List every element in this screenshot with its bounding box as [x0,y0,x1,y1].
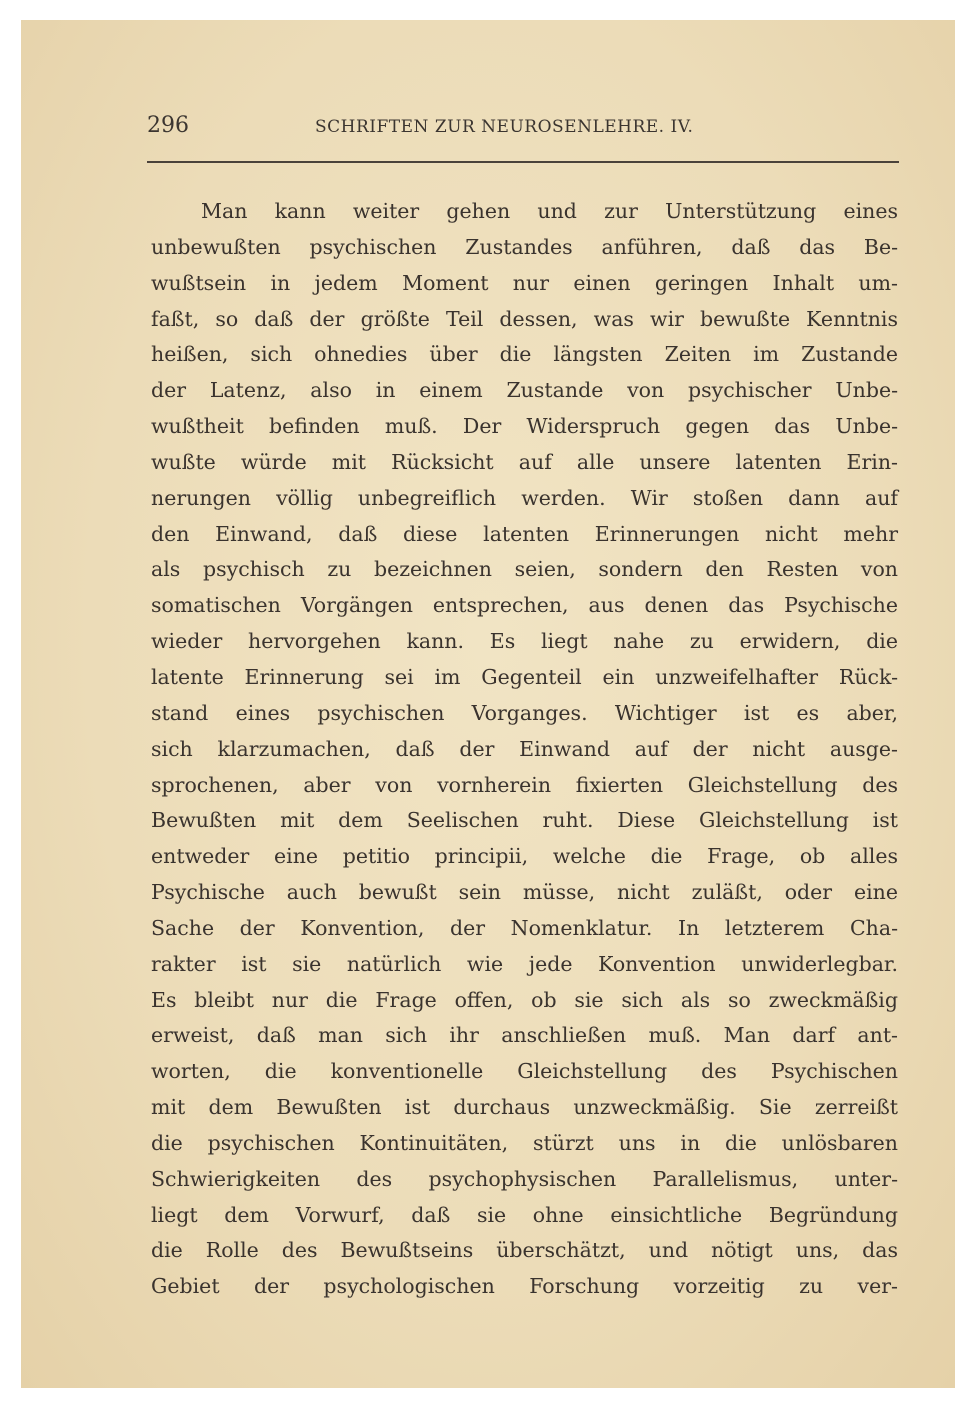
page-header [147,113,899,143]
text-line: Man kann weiter gehen und zur Unterstützung eines [201,199,898,223]
text-line: als psychisch zu bezeichnen seien, sondern den Resten von [151,557,898,582]
text-line: Psychische auch bewußt sein müsse, nicht zuläßt, oder eine [151,880,898,905]
text-line: rakter ist sie natürlich wie jede Konvention unwiderlegbar. [151,951,898,976]
text-line: Es bleibt nur die Frage offen, ob sie sich als so zweckmäßig [151,987,898,1012]
text-line: erweist, daß man sich ihr anschließen muß. Man darf ant- [151,1023,898,1048]
text-line: worten, die konventionelle Gleichstellung des Psychischen [151,1059,898,1084]
text-line: latente Erinnerung sei im Gegenteil ein unzweifelhafter Rück- [151,664,898,689]
text-line: wieder hervorgehen kann. Es liegt nahe zu erwidern, die [151,629,898,654]
text-line: nerungen völlig unbegreiflich werden. Wir stoßen dann auf [151,485,898,510]
text-line: der Latenz, also in einem Zustande von psychischer Unbe- [151,378,898,403]
text-line: Schwierigkeiten des psychophysischen Parallelismus, unter- [151,1166,898,1191]
text-line: entweder eine petitio principii, welche die Frage, ob alles [151,844,898,869]
text-line: heißen, sich ohnedies über die längsten Zeiten im Zustande [151,342,898,367]
book-page [21,20,955,1388]
text-line: unbewußten psychischen Zustandes anführen, daß das Be- [151,234,898,259]
text-line: stand eines psychischen Vorganges. Wichtiger ist es aber, [151,700,898,725]
text-line: die Rolle des Bewußtseins überschätzt, und nötigt uns, das [151,1238,898,1263]
text-line: sich klarzumachen, daß der Einwand auf der nicht ausge- [151,736,898,761]
text-line: wußtheit befinden muß. Der Widerspruch gegen das Unbe- [151,414,898,439]
running-title: SCHRIFTEN ZUR NEUROSENLEHRE. IV. [315,117,694,137]
header-rule [147,161,899,163]
text-line: Gebiet der psychologischen Forschung vorzeitig zu ver- [151,1274,898,1299]
body-text [151,194,898,1305]
text-line: sprochenen, aber von vornherein fixierten Gleichstellung des [151,772,898,797]
text-line: somatischen Vorgängen entsprechen, aus denen das Psychische [151,593,898,618]
text-line: wußte würde mit Rücksicht auf alle unsere latenten Erin- [151,449,898,474]
page-number: 296 [147,113,189,138]
text-line: wußtsein in jedem Moment nur einen geringen Inhalt um- [151,270,898,295]
text-line: den Einwand, daß diese latenten Erinnerungen nicht mehr [151,521,898,546]
text-line: Sache der Konvention, der Nomenklatur. In letzterem Cha- [151,915,898,940]
text-line: faßt, so daß der größte Teil dessen, was wir bewußte Kenntnis [151,306,898,331]
text-line: Bewußten mit dem Seelischen ruht. Diese Gleichstellung ist [151,808,898,833]
text-line: mit dem Bewußten ist durchaus unzweckmäßig. Sie zerreißt [151,1095,898,1120]
text-line: die psychischen Kontinuitäten, stürzt uns in die unlösbaren [151,1130,898,1155]
text-line: liegt dem Vorwurf, daß sie ohne einsichtliche Begründung [151,1202,898,1227]
